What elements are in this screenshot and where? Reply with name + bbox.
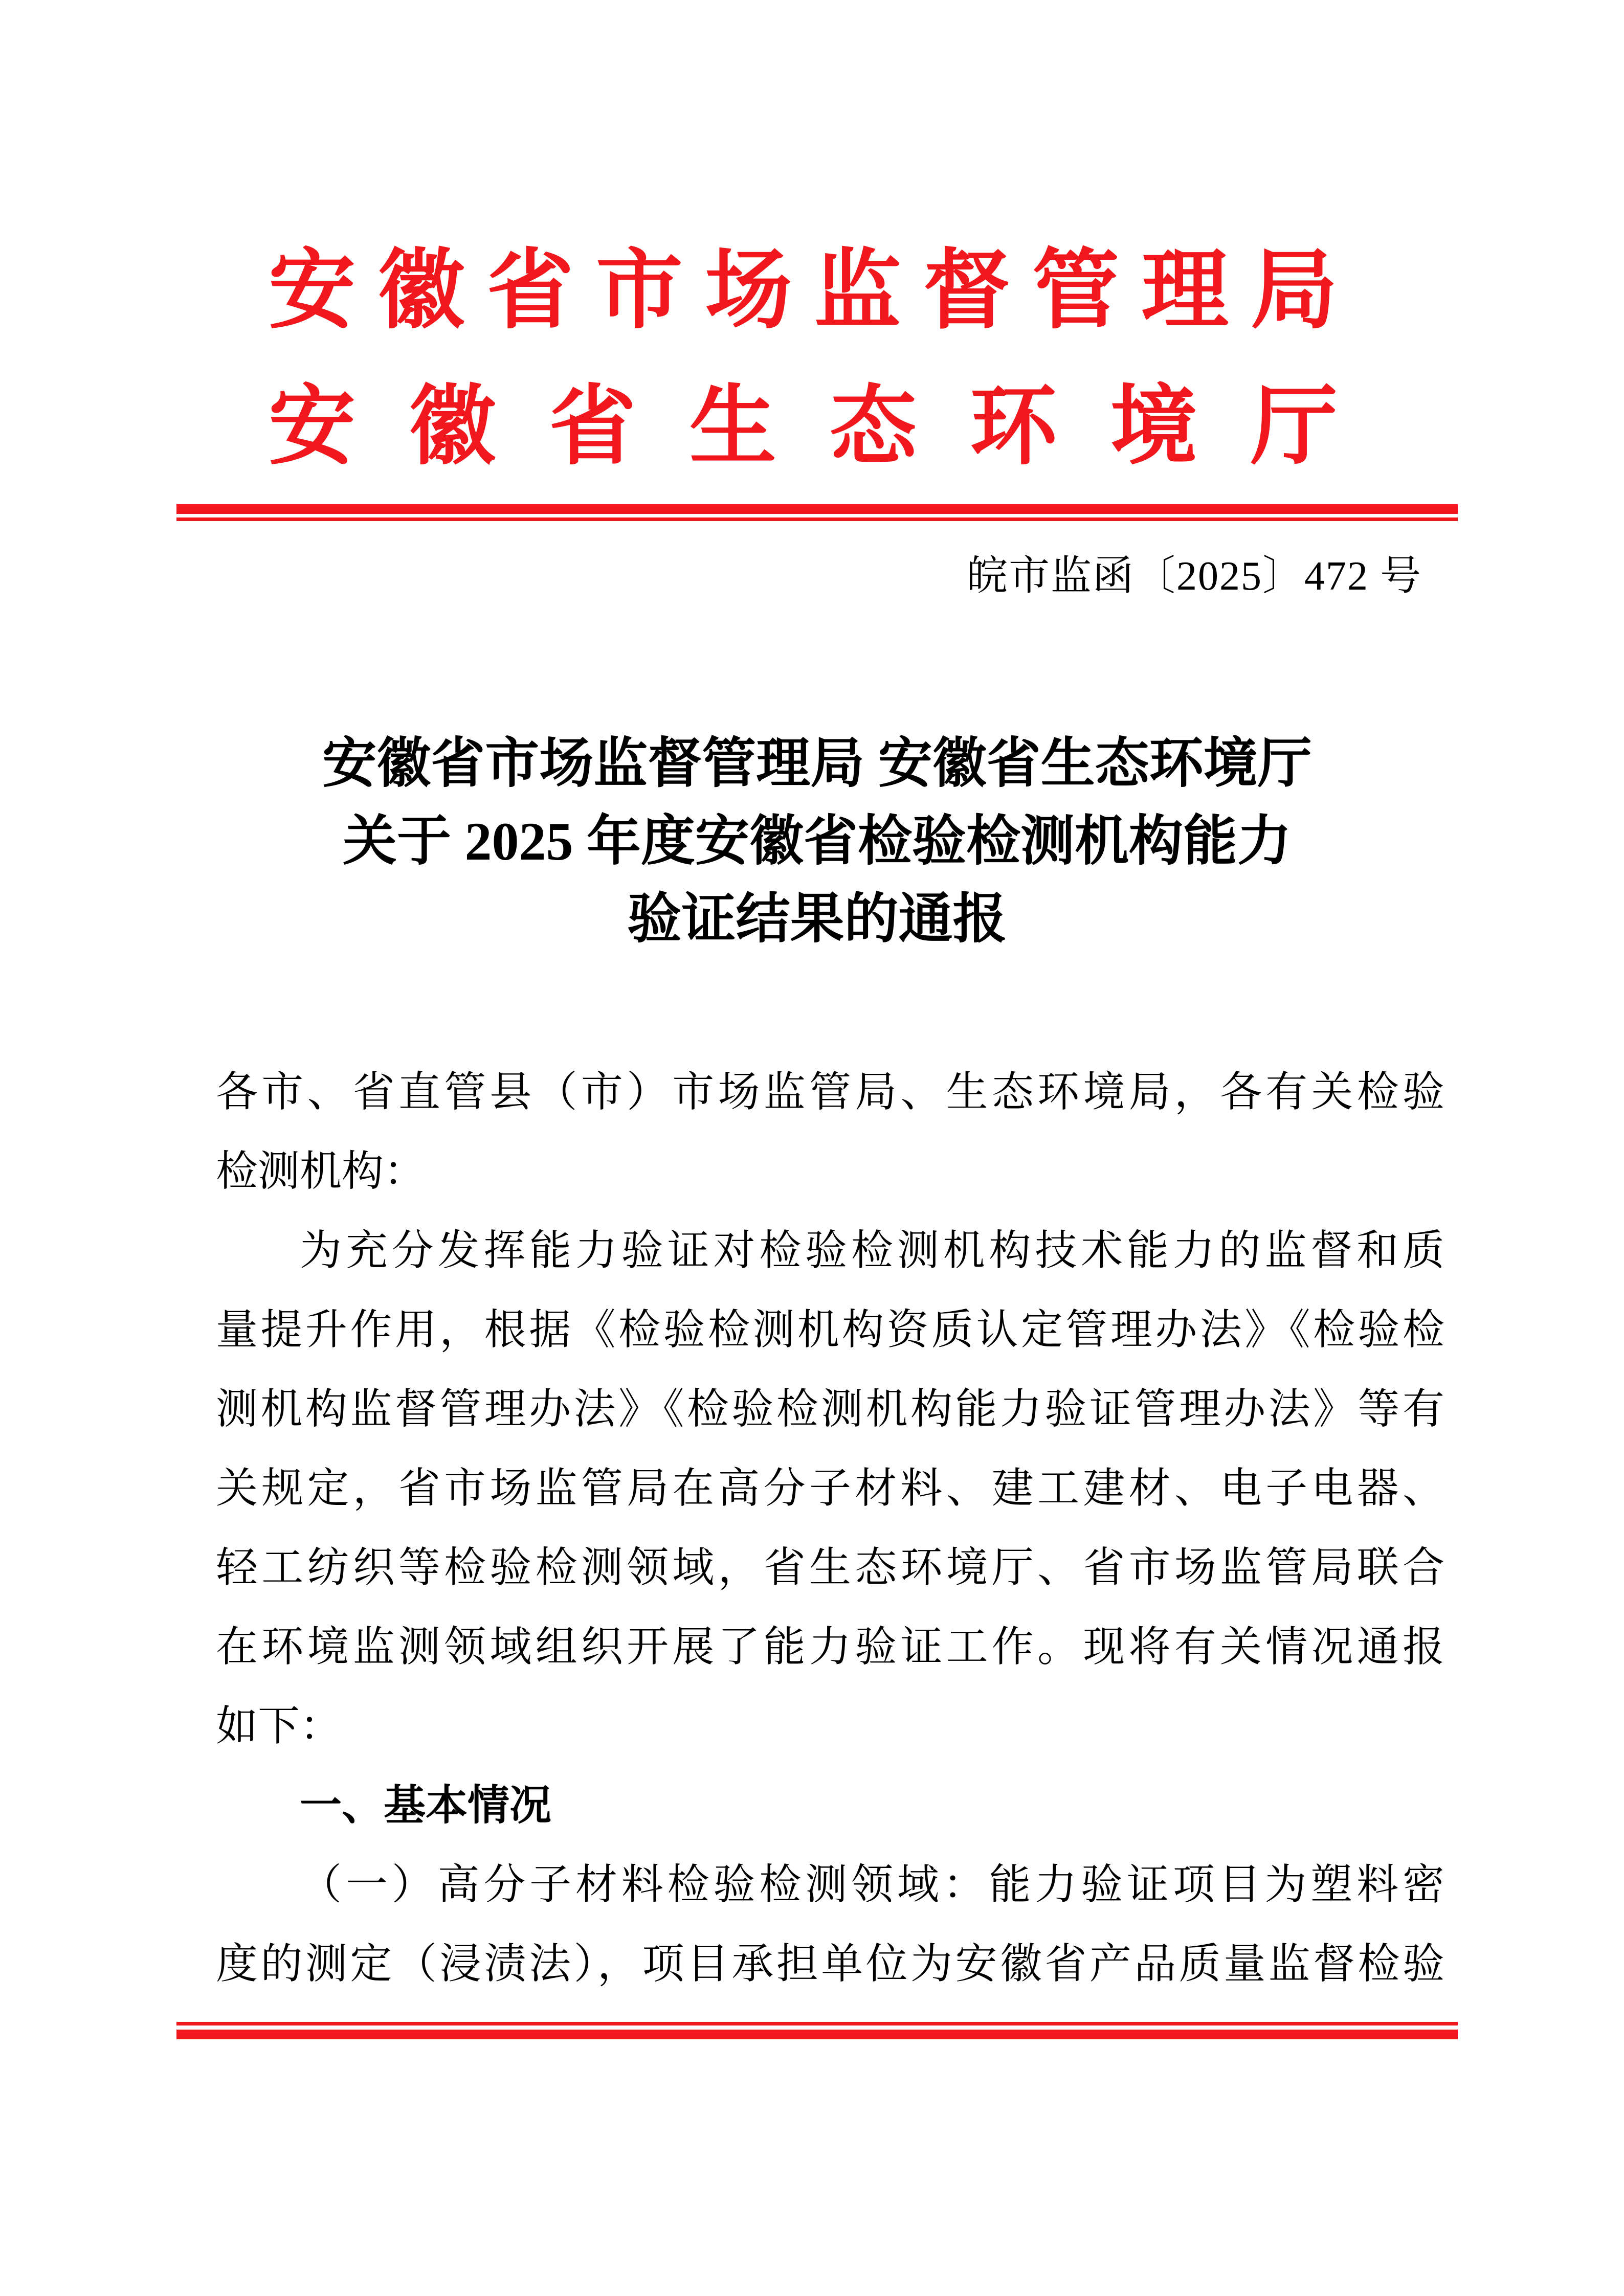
footer-separator-thick-line [176, 2030, 1458, 2039]
section-heading: 一、基本情况 [300, 1782, 552, 1829]
body-line: （一）高分子材料检验检测领域：能力验证项目为塑料密 [300, 1861, 1444, 1908]
body-line: 量提升作用，根据《检验检测机构资质认定管理办法》《检验检 [216, 1307, 1444, 1353]
body-line: 度的测定（浸渍法），项目承担单位为安徽省产品质量监督检验 [216, 1941, 1444, 1987]
document-title-line-2: 关于 2025 年度安徽省检验检测机构能力 [343, 812, 1292, 871]
footer-separator-thin-line [176, 2022, 1458, 2025]
document-body [216, 1052, 1444, 2004]
document-title-line-1: 安徽省市场监督管理局 安徽省生态环境厅 [322, 734, 1312, 794]
letterhead-org-name-2: 安 徽 省 生 态 环 境 厅 [269, 379, 1338, 475]
body-line: 轻工纺织等检验检测领域，省生态环境厅、省市场监管局联合 [216, 1544, 1444, 1591]
body-line: 关规定，省市场监管局在高分子材料、建工建材、电子电器、 [216, 1465, 1444, 1512]
body-line: 各市、省直管县（市）市场监管局、生态环境局，各有关检验 [216, 1069, 1444, 1115]
body-line: 在环境监测领域组织开展了能力验证工作。现将有关情况通报 [216, 1624, 1444, 1670]
body-line: 检测机构： [216, 1148, 426, 1195]
letterhead-org-name-1: 安 徽 省 市 场 监 督 管 理 局 [269, 243, 1338, 339]
document-number: 皖市监函〔2025〕472 号 [967, 554, 1422, 599]
document-title-line-3: 验证结果的通报 [627, 889, 1007, 949]
body-line: 为充分发挥能力验证对检验检测机构技术能力的监督和质 [300, 1227, 1444, 1274]
header-separator-thick-line [176, 504, 1458, 514]
header-separator-thin-line [176, 517, 1458, 521]
body-line: 测机构监督管理办法》《检验检测机构能力验证管理办法》等有 [216, 1386, 1444, 1432]
body-line: 如下： [216, 1703, 342, 1749]
document-title [176, 725, 1458, 958]
